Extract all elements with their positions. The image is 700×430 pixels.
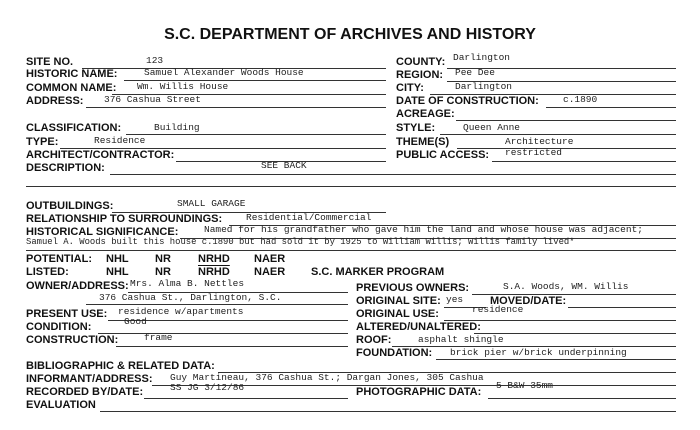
region-value: Pee Dee <box>455 67 495 78</box>
classification-value: Building <box>154 122 200 133</box>
description-label: DESCRIPTION: <box>26 162 105 174</box>
potential-nrhd: NRHD <box>198 253 230 265</box>
potential-nr: NR <box>155 253 171 265</box>
construction-label: CONSTRUCTION: <box>26 334 119 346</box>
marker-program-label: S.C. MARKER PROGRAM <box>311 266 445 278</box>
date-of-construction-value: c.1890 <box>563 94 598 105</box>
common-name-value: Wm. Willis House <box>137 81 229 92</box>
photographic-data-line <box>488 398 676 399</box>
county-value: Darlington <box>453 52 511 63</box>
informant-address-value: Guy Martineau, 376 Cashua St.; Dargan Jones, 305 Cashua <box>170 372 484 383</box>
city-label: CITY: <box>396 82 424 94</box>
listed-nr: NR <box>155 266 171 278</box>
address-line <box>86 107 386 108</box>
original-site-label: ORIGINAL SITE: <box>356 295 441 307</box>
listed-label: LISTED: <box>26 266 69 278</box>
foundation-line <box>436 359 676 360</box>
listed-nhl: NHL <box>106 266 129 278</box>
themes-label: THEME(S) <box>396 136 450 148</box>
evaluation-line <box>100 411 676 412</box>
address-label: ADDRESS: <box>26 95 84 107</box>
listed-naer: NAER <box>254 266 286 278</box>
informant-address-label: INFORMANT/ADDRESS: <box>26 373 153 385</box>
evaluation-label: EVALUATION <box>26 399 96 411</box>
construction-value: frame <box>144 332 173 343</box>
section-divider <box>26 186 676 187</box>
themes-value: Architecture <box>505 136 574 147</box>
altered-unaltered-line <box>474 333 676 334</box>
previous-owners-label: PREVIOUS OWNERS: <box>356 282 470 294</box>
photographic-data-label: PHOTOGRAPHIC DATA: <box>356 386 482 398</box>
site-no-label: SITE NO. <box>26 56 74 68</box>
classification-label: CLASSIFICATION: <box>26 122 122 134</box>
historical-significance-line1: Named for his grandfather who gave him the land and whose house was adjacent; <box>204 224 643 235</box>
previous-owners-value: S.A. Woods, WM. Willis <box>503 281 629 292</box>
date-of-construction-label: DATE OF CONSTRUCTION: <box>396 95 539 107</box>
moved-date-label: MOVED/DATE: <box>490 295 567 307</box>
present-use-label: PRESENT USE: <box>26 308 108 320</box>
public-access-label: PUBLIC ACCESS: <box>396 149 490 161</box>
present-use-value: residence w/apartments <box>118 306 244 317</box>
public-access-value: restricted <box>505 147 563 158</box>
relationship-value: Residential/Commercial <box>246 212 372 223</box>
historic-name-label: HISTORIC NAME: <box>26 68 118 80</box>
owner-name-value: Mrs. Alma B. Nettles <box>130 278 245 289</box>
moved-date-line <box>568 307 676 308</box>
date-of-construction-line <box>546 107 676 108</box>
historic-name-value: Samuel Alexander Woods House <box>144 67 304 78</box>
condition-label: CONDITION: <box>26 321 92 333</box>
recorded-by-value: SS JG 3/12/86 <box>170 382 245 393</box>
listed-nrhd: NRHD <box>198 266 230 278</box>
altered-unaltered-label: ALTERED/UNALTERED: <box>356 321 481 333</box>
style-line <box>440 134 676 135</box>
type-value: Residence <box>94 135 146 146</box>
acreage-label: ACREAGE: <box>396 108 455 120</box>
form-title: S.C. DEPARTMENT OF ARCHIVES AND HISTORY <box>164 26 536 43</box>
historical-significance-line2: Samuel A. Woods built this house c.1890 but had sold it by 1925 to William Willis; Willis family lived* <box>26 237 575 247</box>
construction-line <box>116 346 348 347</box>
potential-label: POTENTIAL: <box>26 253 92 265</box>
acreage-line <box>456 120 676 121</box>
roof-label: ROOF: <box>356 334 392 346</box>
foundation-label: FOUNDATION: <box>356 347 433 359</box>
description-line <box>110 174 676 175</box>
photographic-data-value: 5 B&W 35mm <box>496 380 554 391</box>
potential-nhl: NHL <box>106 253 129 265</box>
outbuildings-value: SMALL GARAGE <box>177 198 246 209</box>
region-label: REGION: <box>396 69 444 81</box>
foundation-value: brick pier w/brick underpinning <box>450 347 627 358</box>
condition-line <box>98 333 348 334</box>
historical-significance-label: HISTORICAL SIGNIFICANCE: <box>26 226 179 238</box>
roof-value: asphalt shingle <box>418 334 504 345</box>
significance-continuation-line <box>26 250 676 251</box>
architect-contractor-label: ARCHITECT/CONTRACTOR: <box>26 149 175 161</box>
classification-line <box>126 134 386 135</box>
potential-naer: NAER <box>254 253 286 265</box>
public-access-line <box>492 161 676 162</box>
common-name-label: COMMON NAME: <box>26 82 117 94</box>
condition-value: Good <box>124 316 147 327</box>
county-label: COUNTY: <box>396 56 446 68</box>
original-use-value: residence <box>472 304 524 315</box>
style-value: Queen Anne <box>463 122 521 133</box>
site-no-value: 123 <box>146 55 164 66</box>
owner-address-line-2 <box>86 304 348 305</box>
style-label: STYLE: <box>396 122 436 134</box>
recorded-by-line <box>144 398 348 399</box>
themes-line <box>457 148 676 149</box>
address-value: 376 Cashua Street <box>104 94 201 105</box>
owner-street-value: 376 Cashua St., Darlington, S.C. <box>99 292 282 303</box>
type-label: TYPE: <box>26 136 59 148</box>
bibliographic-label: BIBLIOGRAPHIC & RELATED DATA: <box>26 360 215 372</box>
recorded-by-label: RECORDED BY/DATE: <box>26 386 144 398</box>
outbuildings-label: OUTBUILDINGS: <box>26 200 114 212</box>
city-value: Darlington <box>455 81 513 92</box>
relationship-label: RELATIONSHIP TO SURROUNDINGS: <box>26 213 223 225</box>
original-site-value: yes <box>446 294 464 305</box>
owner-address-label: OWNER/ADDRESS: <box>26 280 129 292</box>
description-value: SEE BACK <box>261 160 307 171</box>
original-use-label: ORIGINAL USE: <box>356 308 439 320</box>
